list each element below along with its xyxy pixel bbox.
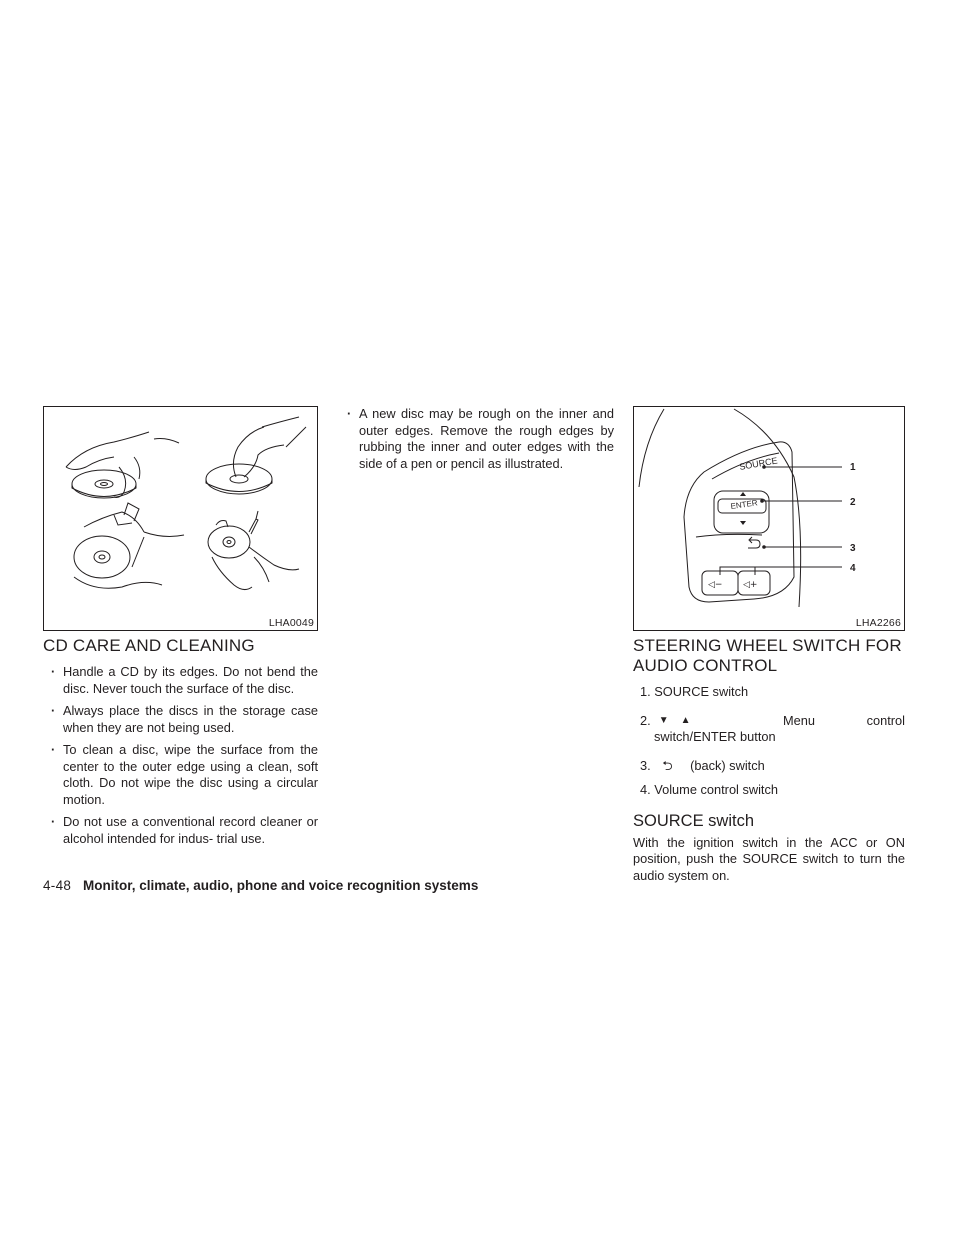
steering-items: [633, 684, 905, 799]
disc-bottom-right: [208, 511, 299, 590]
figure-steering-switch: [633, 406, 905, 631]
figure-code: LHA0049: [268, 617, 314, 629]
enter-label: ENTER: [730, 498, 759, 511]
steering-switch-illustration: [634, 407, 904, 630]
section-heading-cd-care: CD CARE AND CLEANING: [43, 636, 255, 655]
figure-cd-care: [43, 406, 318, 631]
item-text: Menu control: [783, 712, 905, 728]
section-heading-source-switch: SOURCE switch: [633, 811, 755, 830]
up-triangle-icon: ▲: [680, 714, 691, 726]
source-switch-body: With the ignition switch in the ACC or ON position, push the SOURCE switch to turn the audio system on.: [633, 834, 905, 883]
volume-up-icon: ◁+: [743, 580, 758, 590]
callout-1: 1: [850, 462, 856, 473]
up-arrow-icon: [740, 492, 746, 496]
item-text: SOURCE switch: [654, 684, 749, 699]
figure-code: LHA2266: [855, 617, 901, 629]
cd-care-illustration: [44, 407, 317, 630]
callout-4: 4: [850, 563, 856, 574]
disc-bottom-left: [74, 503, 184, 588]
list-item: · Do not use a conventional record cleaner or alcohol intended for indus- trial use.: [43, 814, 318, 847]
item-text: (back) switch: [690, 757, 765, 773]
back-icon: ⮌: [662, 757, 673, 773]
source-label: SOURCE: [738, 455, 779, 472]
item-number: 2.: [640, 712, 651, 728]
callout-2: 2: [850, 497, 856, 508]
page-number: 4-48: [43, 878, 72, 893]
list-item: · Handle a CD by its edges. Do not bend the disc. Never touch the surface of the disc.: [43, 664, 318, 697]
item-text: Volume control switch: [654, 782, 779, 797]
down-triangle-icon: ▼: [658, 714, 669, 726]
disc-top-left: [66, 432, 179, 498]
column-middle: [339, 406, 614, 478]
item-number: 1.: [640, 684, 651, 699]
cd-care-list-continued: [339, 406, 614, 472]
section-heading-steering-line1: STEERING WHEEL SWITCH FOR: [633, 636, 902, 655]
list-item: [640, 713, 905, 746]
disc-top-right: [206, 417, 306, 494]
volume-down-icon: ◁−: [708, 580, 723, 590]
list-item: · To clean a disc, wipe the surface from the center to the outer edge using a clean, soft cloth. Do not wipe the disc using a circular motion.: [43, 742, 318, 808]
item-number: 3.: [640, 757, 651, 773]
list-item: [640, 758, 905, 775]
chapter-title: Monitor, climate, audio, phone and voice recognition systems: [83, 878, 479, 893]
callout-3: 3: [850, 543, 856, 554]
back-icon: [748, 537, 760, 548]
list-item: · A new disc may be rough on the inner and outer edges. Remove the rough edges by rubbing the inner and outer edges with the side of a pen or pencil as illustrated.: [339, 406, 614, 472]
column-right: [633, 636, 905, 884]
item-number: 4.: [640, 782, 651, 797]
list-item: [640, 782, 905, 799]
down-arrow-icon: [740, 521, 746, 525]
column-left: [43, 636, 318, 853]
section-heading-steering-line2: AUDIO CONTROL: [633, 656, 778, 675]
list-item: [640, 684, 905, 701]
page-footer: [43, 878, 478, 893]
list-item: · Always place the discs in the storage case when they are not being used.: [43, 703, 318, 736]
item-text-continued: switch/ENTER button: [654, 729, 776, 744]
cd-care-list: [43, 664, 318, 847]
